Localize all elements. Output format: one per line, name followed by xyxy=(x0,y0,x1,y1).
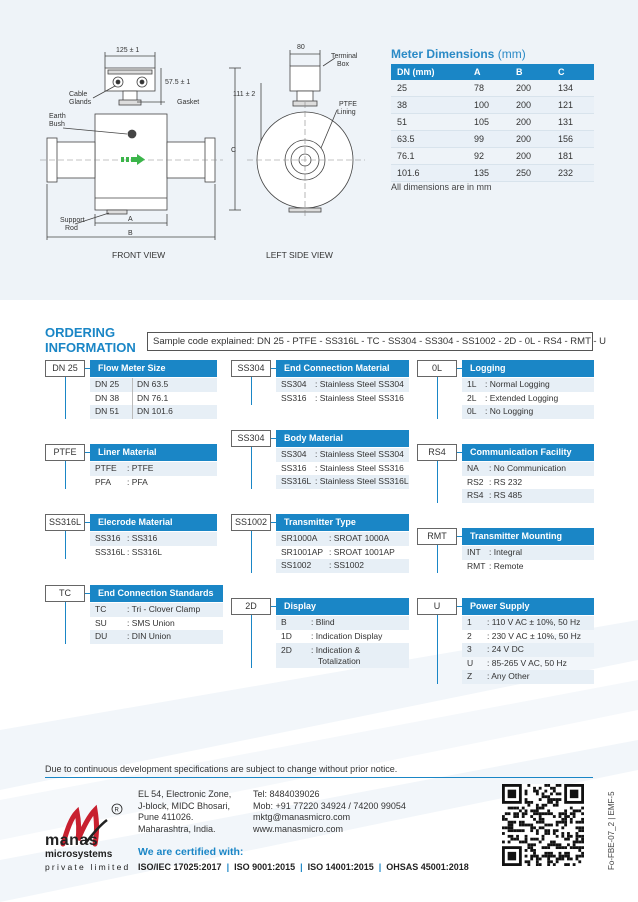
connector-line xyxy=(437,377,438,419)
option-code: 1L xyxy=(467,379,477,389)
options-transmitter xyxy=(276,532,409,573)
sample-code: Sample code explained: DN 25 - PTFE - SS316L - TC - SS304 - SS304 - SS1002 - 2D - 0L - RS4 - RMT - U xyxy=(147,332,593,351)
code-box-logging: 0L xyxy=(417,360,457,377)
header-transmitter: Transmitter Type xyxy=(276,514,409,531)
option-value: : SMS Union xyxy=(127,617,175,628)
option-value: : Blind xyxy=(311,617,335,627)
dimensions-note: All dimensions are in mm xyxy=(391,182,492,192)
ptfe-lining-1: PTFE xyxy=(339,101,357,108)
code-box-mounting: RMT xyxy=(417,528,457,545)
option-value: : Remote xyxy=(489,560,524,571)
contact-block xyxy=(253,789,406,835)
list-item xyxy=(276,630,409,644)
option-code: SS304 xyxy=(281,449,307,459)
code-box-electrode: SS316L xyxy=(45,514,85,531)
list-item xyxy=(90,546,217,560)
connector-line xyxy=(271,438,276,439)
options-power xyxy=(462,616,594,684)
option-value-cont: Totalization xyxy=(318,656,361,666)
list-item xyxy=(90,532,217,546)
table-cell: 38 xyxy=(391,97,468,114)
options-liner xyxy=(90,462,217,489)
connector-line xyxy=(85,522,90,523)
table-cell: 200 xyxy=(510,131,552,148)
dim-header: C xyxy=(552,64,594,80)
table-row xyxy=(391,80,594,97)
option-value: : Extended Logging xyxy=(485,392,559,403)
table-row xyxy=(391,131,594,148)
dim-header: DN (mm) xyxy=(391,64,468,80)
gasket-label: Gasket xyxy=(177,99,200,106)
option-value: : Integral xyxy=(489,547,523,557)
list-item xyxy=(276,392,409,406)
table-cell: 131 xyxy=(552,114,594,131)
connector-line xyxy=(65,531,66,559)
option-code: B xyxy=(281,617,287,627)
option-code: 3 xyxy=(467,644,472,654)
header-power: Power Supply xyxy=(462,598,594,615)
front-view-label: FRONT VIEW xyxy=(112,250,166,260)
connector-line xyxy=(271,368,276,369)
ordering-title: ORDERING INFORMATION xyxy=(45,325,136,355)
support-rod-1: Support xyxy=(60,217,85,224)
list-item xyxy=(462,378,594,392)
dimensions-table xyxy=(391,64,594,182)
option-value: : Tri - Clover Clamp xyxy=(127,604,201,614)
dim-125: 125 ± 1 xyxy=(116,47,140,54)
option-value: : PTFE xyxy=(127,463,154,473)
option-value: : Any Other xyxy=(487,671,530,681)
table-row xyxy=(391,114,594,131)
list-item xyxy=(90,630,223,644)
table-cell: 76.1 xyxy=(391,148,468,165)
option-value: : 230 V AC ± 10%, 50 Hz xyxy=(487,630,581,641)
option-code: PTFE xyxy=(95,463,117,473)
code-box-body: SS304 xyxy=(231,430,271,447)
label-b: B xyxy=(128,230,133,237)
option-value: : SROAT 1000A xyxy=(329,533,390,543)
option-value: : SS316L xyxy=(127,546,162,557)
table-cell: 51 xyxy=(391,114,468,131)
list-item xyxy=(462,392,594,406)
table-cell: 78 xyxy=(468,80,510,97)
notice-text: Due to continuous development specifications are subject to change without prior notice. xyxy=(45,764,593,778)
options-electrode xyxy=(90,532,217,559)
code-box-display: 2D xyxy=(231,598,271,615)
option-value: : Stainless Steel SS316 xyxy=(315,392,404,403)
list-item xyxy=(276,448,409,462)
list-item xyxy=(90,392,217,406)
option-code: SS316 xyxy=(281,462,307,473)
list-item xyxy=(90,405,217,419)
brand-private-limited: private limited xyxy=(45,862,131,872)
option-value: DN 63.5 xyxy=(132,378,168,392)
code-box-end_std: TC xyxy=(45,585,85,602)
brand-microsystems: microsystems xyxy=(45,849,113,860)
list-item xyxy=(462,560,594,574)
option-value: : 85-265 V AC, 50 Hz xyxy=(487,657,567,668)
table-row xyxy=(391,97,594,114)
list-item xyxy=(276,462,409,476)
connector-line xyxy=(271,606,276,607)
options-flow_meter_size xyxy=(90,378,217,419)
option-value: : 24 V DC xyxy=(487,644,524,654)
table-cell: 156 xyxy=(552,131,594,148)
connector-line xyxy=(437,461,438,503)
option-code: SS304 xyxy=(281,379,307,389)
table-cell: 200 xyxy=(510,148,552,165)
dim-80: 80 xyxy=(297,44,305,51)
option-code: 2L xyxy=(467,392,477,403)
list-item xyxy=(90,603,223,617)
document-code: Fo-FBE-07_2 | EMF-5 xyxy=(607,791,616,870)
table-cell: 92 xyxy=(468,148,510,165)
label-a: A xyxy=(128,216,133,223)
list-item xyxy=(90,476,217,490)
code-box-flow_meter_size: DN 25 xyxy=(45,360,85,377)
option-value: : 110 V AC ± 10%, 50 Hz xyxy=(487,617,581,627)
connector-line xyxy=(65,377,66,419)
phone: Tel: 8484039026 xyxy=(253,789,320,799)
drawing-section xyxy=(0,0,638,300)
ptfe-lining-2: Lining xyxy=(337,109,356,116)
table-cell: 99 xyxy=(468,131,510,148)
table-cell: 135 xyxy=(468,165,510,182)
option-code: 2D xyxy=(281,645,292,655)
table-row xyxy=(391,148,594,165)
connector-line xyxy=(65,602,66,644)
connector-line xyxy=(437,545,438,573)
list-item xyxy=(276,378,409,392)
table-cell: 181 xyxy=(552,148,594,165)
table-cell: 232 xyxy=(552,165,594,182)
table-cell: 121 xyxy=(552,97,594,114)
qr-code-icon[interactable] xyxy=(502,784,584,866)
option-value: : PFA xyxy=(127,476,148,487)
option-code: 2 xyxy=(467,630,472,641)
header-mounting: Transmitter Mounting xyxy=(462,528,594,545)
option-code: 1 xyxy=(467,617,472,627)
support-rod-2: Rod xyxy=(65,225,78,232)
option-value: : RS 485 xyxy=(489,490,523,500)
header-body: Body Material xyxy=(276,430,409,447)
header-flow_meter_size: Flow Meter Size xyxy=(90,360,217,377)
option-code: DN 25 xyxy=(95,379,120,389)
list-item xyxy=(462,643,594,657)
option-value: : Stainless Steel SS304 xyxy=(315,379,404,389)
connector-line xyxy=(457,368,462,369)
side-view-label: LEFT SIDE VIEW xyxy=(266,250,333,260)
list-item xyxy=(276,643,409,668)
option-value: : Indication Display xyxy=(311,630,383,641)
connector-line xyxy=(457,606,462,607)
terminal-box-2: Box xyxy=(337,61,350,68)
list-item xyxy=(462,657,594,671)
dim-header: B xyxy=(510,64,552,80)
option-value: : Stainless Steel SS316L xyxy=(315,476,409,486)
option-value: : Normal Logging xyxy=(485,379,550,389)
option-value: : DIN Union xyxy=(127,631,171,641)
option-value: : No Logging xyxy=(485,406,534,416)
earth-bush-1: Earth xyxy=(49,113,66,120)
label-c: C xyxy=(231,147,237,154)
cable-glands-1: Cable xyxy=(69,91,88,98)
list-item xyxy=(462,476,594,490)
header-end_material: End Connection Material xyxy=(276,360,409,377)
connector-line xyxy=(251,615,252,668)
option-code: INT xyxy=(467,547,481,557)
cable-glands-2: Glands xyxy=(69,99,92,106)
table-cell: 63.5 xyxy=(391,131,468,148)
options-comm xyxy=(462,462,594,503)
option-code: SS316L xyxy=(281,476,312,486)
code-box-comm: RS4 xyxy=(417,444,457,461)
connector-line xyxy=(437,615,438,684)
dim-111: 111 ± 2 xyxy=(233,91,256,98)
brand-name: manas xyxy=(45,832,99,849)
dim-header: A xyxy=(468,64,510,80)
option-code: SS316L xyxy=(95,546,126,557)
option-code: PFA xyxy=(95,476,112,487)
option-code: RS4 xyxy=(467,490,484,500)
connector-line xyxy=(85,593,90,594)
option-code: 0L xyxy=(467,406,477,416)
option-code: SS1002 xyxy=(281,560,312,570)
email-link[interactable]: mktg@manasmicro.com xyxy=(253,812,351,822)
option-code: Z xyxy=(467,671,473,681)
list-item xyxy=(276,559,409,573)
option-code: SS316 xyxy=(281,392,307,403)
earth-bush-2: Bush xyxy=(49,121,65,128)
table-cell: 200 xyxy=(510,114,552,131)
option-value: : RS 232 xyxy=(489,476,523,487)
list-item xyxy=(90,617,223,631)
options-end_material xyxy=(276,378,409,405)
connector-line xyxy=(251,531,252,573)
header-logging: Logging xyxy=(462,360,594,377)
option-code: SS316 xyxy=(95,533,121,543)
options-display xyxy=(276,616,409,668)
connector-line xyxy=(65,461,66,489)
list-item xyxy=(462,489,594,503)
list-item xyxy=(462,630,594,644)
option-value: DN 76.1 xyxy=(132,392,168,406)
dimensions-title: Meter Dimensions (mm) xyxy=(391,47,526,61)
list-item xyxy=(462,616,594,630)
options-end_std xyxy=(90,603,223,644)
option-code: U xyxy=(467,657,474,668)
table-row xyxy=(391,165,594,182)
dim-57: 57.5 ± 1 xyxy=(165,79,191,86)
list-item xyxy=(462,670,594,684)
header-comm: Communication Facility xyxy=(462,444,594,461)
option-code: DN 38 xyxy=(95,392,120,403)
option-code: 1D xyxy=(281,630,292,641)
header-electrode: Elecrode Material xyxy=(90,514,217,531)
cert-list: ISO/IEC 17025:2017 | ISO 9001:2015 | ISO 14001:2015 | OHSAS 45001:2018 xyxy=(138,862,469,872)
option-value: : SS316 xyxy=(127,533,158,543)
option-code: DU xyxy=(95,631,108,641)
dimensions-unit: (mm) xyxy=(497,47,526,61)
svg-text:R: R xyxy=(114,807,119,814)
list-item xyxy=(276,532,409,546)
table-cell: 105 xyxy=(468,114,510,131)
header-end_std: End Connection Standards xyxy=(90,585,223,602)
connector-line xyxy=(457,452,462,453)
connector-line xyxy=(251,377,252,405)
option-value: : No Communication xyxy=(489,463,567,473)
option-code: SU xyxy=(95,617,107,628)
option-code: DN 51 xyxy=(95,406,120,416)
option-code: NA xyxy=(467,463,479,473)
option-value: : SS1002 xyxy=(329,560,364,570)
technical-drawing xyxy=(35,38,375,268)
table-cell: 25 xyxy=(391,80,468,97)
option-value: : Indication & xyxy=(311,645,361,655)
website-link[interactable]: www.manasmicro.com xyxy=(253,823,344,834)
option-code: TC xyxy=(95,604,107,614)
terminal-box-1: Terminal xyxy=(331,53,358,60)
address-block: EL 54, Electronic Zone, J-block, MIDC Bhosari, Pune 411026. Maharashtra, India. xyxy=(138,789,232,834)
table-cell: 200 xyxy=(510,80,552,97)
options-mounting xyxy=(462,546,594,573)
table-cell: 200 xyxy=(510,97,552,114)
code-box-end_material: SS304 xyxy=(231,360,271,377)
table-cell: 100 xyxy=(468,97,510,114)
option-value: : Stainless Steel SS316 xyxy=(315,462,404,473)
cert-title: We are certified with: xyxy=(138,846,244,858)
code-box-liner: PTFE xyxy=(45,444,85,461)
mobile: Mob: +91 77220 34924 / 74200 99054 xyxy=(253,800,406,811)
option-code: RS2 xyxy=(467,476,484,487)
connector-line xyxy=(251,447,252,489)
option-value: : Stainless Steel SS304 xyxy=(315,449,404,459)
option-value: : SROAT 1001AP xyxy=(329,546,395,557)
option-code: SR1000A xyxy=(281,533,318,543)
list-item xyxy=(462,462,594,476)
option-code: SR1001AP xyxy=(281,546,324,557)
table-cell: 250 xyxy=(510,165,552,182)
connector-line xyxy=(85,452,90,453)
connector-line xyxy=(271,522,276,523)
connector-line xyxy=(85,368,90,369)
list-item xyxy=(276,616,409,630)
list-item xyxy=(462,546,594,560)
code-box-power: U xyxy=(417,598,457,615)
table-cell: 101.6 xyxy=(391,165,468,182)
header-display: Display xyxy=(276,598,409,615)
list-item xyxy=(90,462,217,476)
option-value: DN 101.6 xyxy=(132,405,173,419)
options-logging xyxy=(462,378,594,419)
list-item xyxy=(462,405,594,419)
options-body xyxy=(276,448,409,489)
list-item xyxy=(90,378,217,392)
list-item xyxy=(276,475,409,489)
connector-line xyxy=(457,536,462,537)
list-item xyxy=(276,546,409,560)
code-box-transmitter: SS1002 xyxy=(231,514,271,531)
header-liner: Liner Material xyxy=(90,444,217,461)
option-code: RMT xyxy=(467,560,486,571)
table-cell: 134 xyxy=(552,80,594,97)
